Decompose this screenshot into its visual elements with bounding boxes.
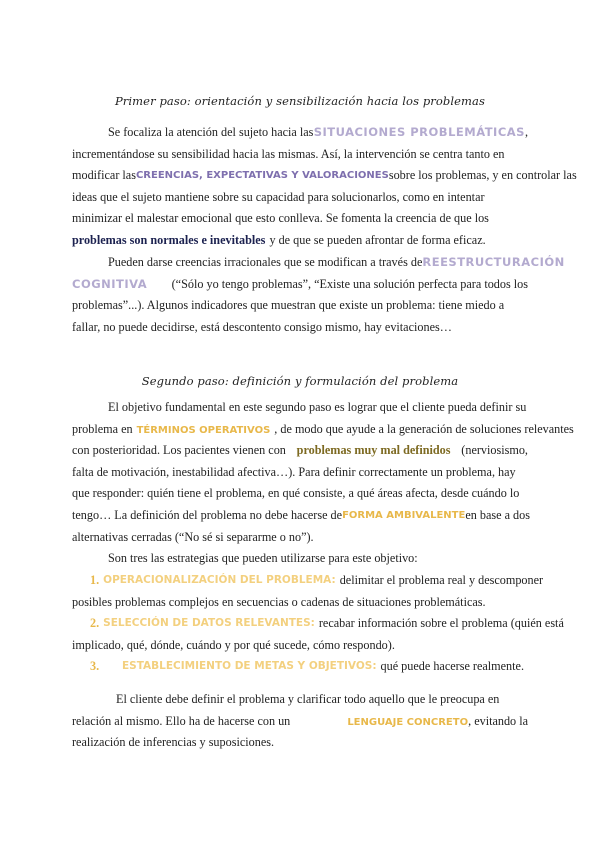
text: El cliente debe definir el problema y clarificar todo aquello que le preocupa en [116,692,500,706]
section-1-heading: Primer paso: orientación y sensibilización hacia los problemas [114,94,486,108]
text-line [72,295,528,317]
text-line [72,165,577,187]
list-item [72,656,528,678]
text: y de que se pueden afrontar de forma eficaz. [269,232,486,247]
text-line [72,462,528,484]
text-line [72,689,528,711]
highlight-creencias: CREENCIAS, EXPECTATIVAS Y VALORACIONES [135,170,389,182]
list-number: 1. [90,573,100,587]
list-number: 3. [90,659,100,674]
text: (“Sólo yo tengo problemas”, “Existe una solución perfecta para todos los [171,276,528,291]
text: El objetivo fundamental en este segundo paso es lograr que el cliente pueda definir su [108,400,527,414]
section-2-intro [72,548,528,570]
text: alternativas cerradas (“No sé si separarme o no”). [72,529,314,544]
text: Son tres las estrategias que pueden utilizarse para este objetivo: [108,551,418,565]
list-item-continuation [72,592,528,614]
text: Pueden darse creencias irracionales que se modifican a través de [108,255,423,269]
text: tengo… La definición del problema no debe hacerse de [72,507,343,522]
text-line [72,483,528,505]
text-line [72,732,528,754]
text-line [72,711,528,733]
text-line [72,144,528,166]
section-2-paragraph-1 [72,397,574,548]
text [347,711,528,733]
text: Se focaliza la atención del sujeto hacia las [108,125,314,139]
text-line [72,505,528,527]
list-item-continuation [72,635,528,657]
list-item-title: SELECCIÓN DE DATOS RELEVANTES: [103,617,315,630]
highlight-problemas-mal-definidos: problemas muy mal definidos [296,443,451,458]
text: , evitando la [468,713,528,728]
text-line [72,187,528,209]
text: posibles problemas complejos en secuencias o cadenas de situaciones problemáticas. [72,594,486,609]
text: sobre los problemas, y en controlar las [388,168,577,183]
highlight-terminos-operativos: TÉRMINOS OPERATIVOS [136,424,271,436]
text: (nerviosismo, [461,443,528,458]
text-line [72,527,528,549]
text: en base a dos [465,507,530,522]
text-line [72,419,574,441]
highlight-lenguaje-concreto: LENGUAJE CONCRETO [347,716,469,728]
text-line [72,274,528,296]
text-line [72,230,528,252]
text: ideas que el sujeto mantiene sobre su capacidad para solucionarlos, como en intentar [72,189,485,204]
highlight-reestructuracion: REESTRUCTURACIÓN [422,255,565,269]
section-1-paragraph-2 [72,252,565,338]
text: problema en [72,421,133,436]
list-item-title: OPERACIONALIZACIÓN DEL PROBLEMA: [103,574,336,586]
text: fallar, no puede decidirse, está descontento consigo mismo, hay evitaciones… [72,319,452,334]
text-line [72,397,528,419]
text: implicado, qué, dónde, cuándo y por qué sucede, cómo respondo). [72,637,395,652]
list-item-title: ESTABLECIMIENTO DE METAS Y OBJETIVOS: [121,660,377,673]
section-2-paragraph-2 [72,689,528,754]
text-line [72,208,528,230]
highlight-situaciones: SITUACIONES PROBLEMÁTICAS [313,125,525,139]
text: modificar las [72,168,136,183]
text-line [72,122,528,144]
text: realización de inferencias y suposiciones. [72,735,275,750]
text-line [72,252,565,274]
highlight-problemas-normales: problemas son normales e inevitables [72,232,266,247]
list-item [72,570,544,592]
text [137,419,578,441]
list-item-text: recabar información sobre el problema (quién está [318,616,564,631]
highlight-forma-ambivalente: FORMA AMBIVALENTE [342,509,466,521]
section-1-paragraph-1 [72,122,577,252]
text: incrementándose su sensibilidad hacia las mismas. Así, la intervención se centra tanto en [72,146,505,161]
section-2-heading: Segundo paso: definición y formulación del problema [141,374,459,388]
text-line [72,548,528,570]
text: problemas”...). Algunos indicadores que muestran que existe un problema: tiene miedo a [72,298,505,313]
strategy-list [72,570,564,678]
list-item [72,613,564,635]
text: con posterioridad. Los pacientes vienen con [72,443,286,458]
highlight-cognitiva: COGNITIVA [72,276,148,291]
text: , de modo que ayude a la generación de soluciones relevantes [274,421,574,436]
text: minimizar el malestar emocional que esto conlleva. Se fomenta la creencia de que los [72,211,489,226]
text: que responder: quién tiene el problema, en qué consiste, a qué áreas afecta, desde cuándo lo [72,486,520,501]
text-line [72,440,528,462]
text: falta de motivación, inestabilidad afectiva…). Para definir correctamente un problema, hay [72,464,516,479]
text-line [72,317,528,339]
list-item-text: delimitar el problema real y descomponer [339,573,544,587]
list-number: 2. [90,616,100,631]
text: , [524,125,528,139]
text: relación al mismo. Ello ha de hacerse con un [72,713,291,728]
list-item-text: qué puede hacerse realmente. [380,659,524,674]
text [314,122,528,144]
